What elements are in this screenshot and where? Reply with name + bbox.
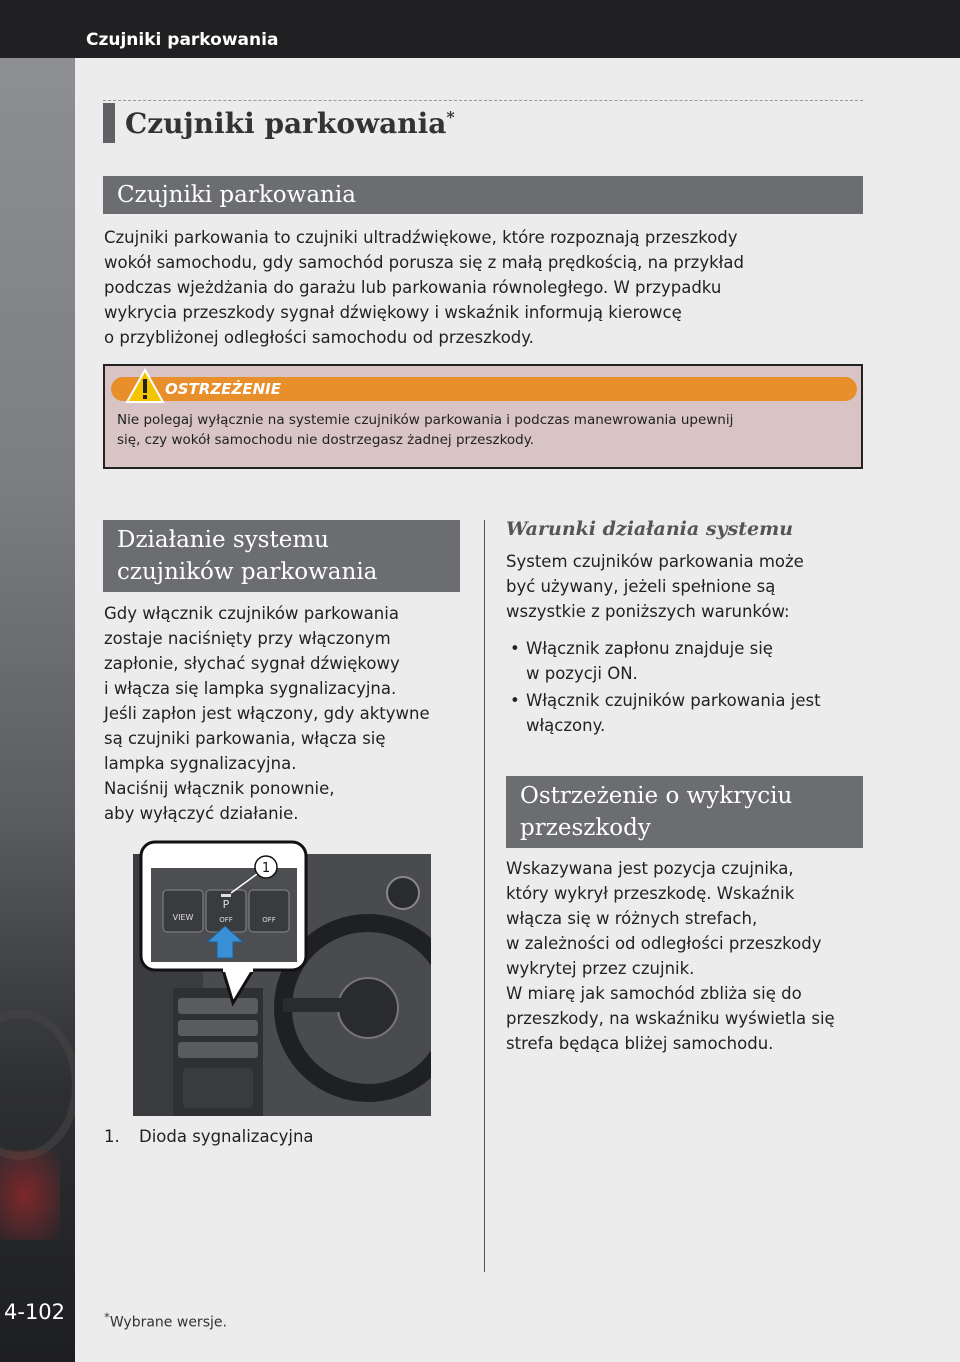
callout-pointer-join xyxy=(223,966,253,972)
steering-wheel-photo xyxy=(0,1010,75,1160)
warning-line: się, czy wokół samochodu nie dostrzegasz żadnej przeszkody. xyxy=(117,432,535,448)
obstacle-line: Wskazywana jest pozycja czujnika, xyxy=(506,859,794,878)
obstacle-line: wykrytej przez czujnik. xyxy=(506,959,695,978)
main-title-block xyxy=(103,100,863,144)
list-item-line: włączony. xyxy=(526,716,606,735)
list-item xyxy=(510,636,821,686)
ambient-light-photo xyxy=(0,1150,60,1240)
list-item xyxy=(510,688,821,738)
console-switch-row xyxy=(178,1020,258,1036)
main-title-asterisk: * xyxy=(446,107,455,127)
operation-line: Jeśli zapłon jest włączony, gdy aktywne xyxy=(104,704,430,723)
title-accent-bar xyxy=(103,103,115,143)
footnote-asterisk: * xyxy=(104,1310,110,1324)
figure-caption xyxy=(104,1127,314,1146)
warning-triangle-icon xyxy=(125,368,165,404)
warning-text xyxy=(117,410,857,450)
page-number: 4-102 xyxy=(4,1300,66,1324)
operation-line: Gdy włącznik czujników parkowania xyxy=(104,604,399,623)
obstacle-line: włącza się w różnych strefach, xyxy=(506,909,758,928)
footnote-text: Wybrane wersje. xyxy=(109,1314,227,1331)
intro-line: wykrycia przeszkody sygnał dźwiękowy i wskaźnik informują kierowcę xyxy=(104,303,682,322)
list-item-line: Włącznik czujników parkowania jest xyxy=(526,691,821,710)
safety-switch-label: OFF xyxy=(262,916,276,924)
intro-line: o przybliżonej odległości samochodu od przeszkody. xyxy=(104,328,534,347)
main-title xyxy=(125,107,455,140)
operation-line: i włącza się lampka sygnalizacyjna. xyxy=(104,679,397,698)
footnote xyxy=(104,1310,227,1331)
operation-paragraph xyxy=(104,601,464,826)
obstacle-line: który wykrył przeszkodę. Wskaźnik xyxy=(506,884,795,903)
obstacle-line: W miarę jak samochód zbliża się do xyxy=(506,984,802,1003)
parking-switch-label: OFF xyxy=(219,916,233,924)
section-heading-line: przeszkody xyxy=(520,815,651,841)
caption-text: Dioda sygnalizacyjna xyxy=(139,1127,314,1146)
section-heading-line: czujników parkowania xyxy=(117,559,378,585)
conditions-heading: Warunki działania systemu xyxy=(506,518,794,540)
section-heading-line: Ostrzeżenie o wykryciu xyxy=(520,783,793,809)
operation-line: aby wyłączyć działanie. xyxy=(104,804,299,823)
dashboard-illustration xyxy=(133,838,431,1116)
warning-box xyxy=(103,364,863,469)
parking-symbol-icon: P xyxy=(222,898,230,911)
page-header xyxy=(0,0,960,58)
section-heading-obstacle-warning xyxy=(506,776,863,848)
section-heading-line: Działanie systemu xyxy=(117,527,329,553)
conditions-paragraph xyxy=(506,549,866,624)
safety-off-switch xyxy=(249,890,289,932)
obstacle-line: w zależności od odległości przeszkody xyxy=(506,934,822,953)
intro-line: podczas wjeżdżania do garażu lub parkowania równoległego. W przypadku xyxy=(104,278,722,297)
indicator-lamp xyxy=(221,894,231,897)
list-item-line: Włącznik zapłonu znajduje się xyxy=(526,639,773,658)
list-item-line: w pozycji ON. xyxy=(526,664,638,683)
conditions-line: System czujników parkowania może xyxy=(506,552,804,571)
header-title: Czujniki parkowania xyxy=(86,30,279,50)
intro-line: Czujniki parkowania to czujniki ultradźwiękowe, które rozpoznają przeszkody xyxy=(104,228,738,247)
operation-line: są czujniki parkowania, włącza się xyxy=(104,729,386,748)
air-vent xyxy=(387,877,419,909)
obstacle-line: przeszkody, na wskaźniku wyświetla się xyxy=(506,1009,835,1028)
warning-label: OSTRZEŻENIE xyxy=(165,380,281,398)
gear-area xyxy=(183,1068,253,1108)
operation-line: zostaje naciśnięty przy włączonym xyxy=(104,629,391,648)
console-switch-row xyxy=(178,998,258,1014)
section-heading-system-operation xyxy=(103,520,460,592)
warning-line: Nie polegaj wyłącznie na systemie czujników parkowania i podczas manewrowania upewnij xyxy=(117,412,734,428)
side-photo-strip xyxy=(0,0,75,1362)
conditions-line: być używany, jeżeli spełnione są xyxy=(506,577,776,596)
bullet-dot: • xyxy=(510,691,520,710)
intro-paragraph xyxy=(104,225,864,350)
operation-line: lampka sygnalizacyjna. xyxy=(104,754,297,773)
column-divider xyxy=(484,520,485,1272)
view-switch xyxy=(163,890,203,932)
main-title-text: Czujniki parkowania xyxy=(125,107,447,140)
console-switch-row xyxy=(178,1042,258,1058)
operation-line: zapłonie, słychać sygnał dźwiękowy xyxy=(104,654,400,673)
steering-wheel-hub xyxy=(338,978,398,1038)
conditions-line: wszystkie z poniższych warunków: xyxy=(506,602,790,621)
caption-number: 1. xyxy=(104,1127,120,1146)
section-heading-text: Czujniki parkowania xyxy=(117,182,356,208)
section-heading-parking-sensors xyxy=(103,176,863,214)
obstacle-line: strefa będąca bliżej samochodu. xyxy=(506,1034,774,1053)
bullet-dot: • xyxy=(510,639,520,658)
conditions-list xyxy=(510,636,821,740)
callout-number: 1 xyxy=(261,861,271,876)
view-switch-label: VIEW xyxy=(172,913,194,922)
intro-line: wokół samochodu, gdy samochód porusza się z małą prędkością, na przykład xyxy=(104,253,744,272)
steering-wheel-spoke xyxy=(283,998,343,1012)
operation-line: Naciśnij włącznik ponownie, xyxy=(104,779,335,798)
obstacle-paragraph xyxy=(506,856,866,1056)
